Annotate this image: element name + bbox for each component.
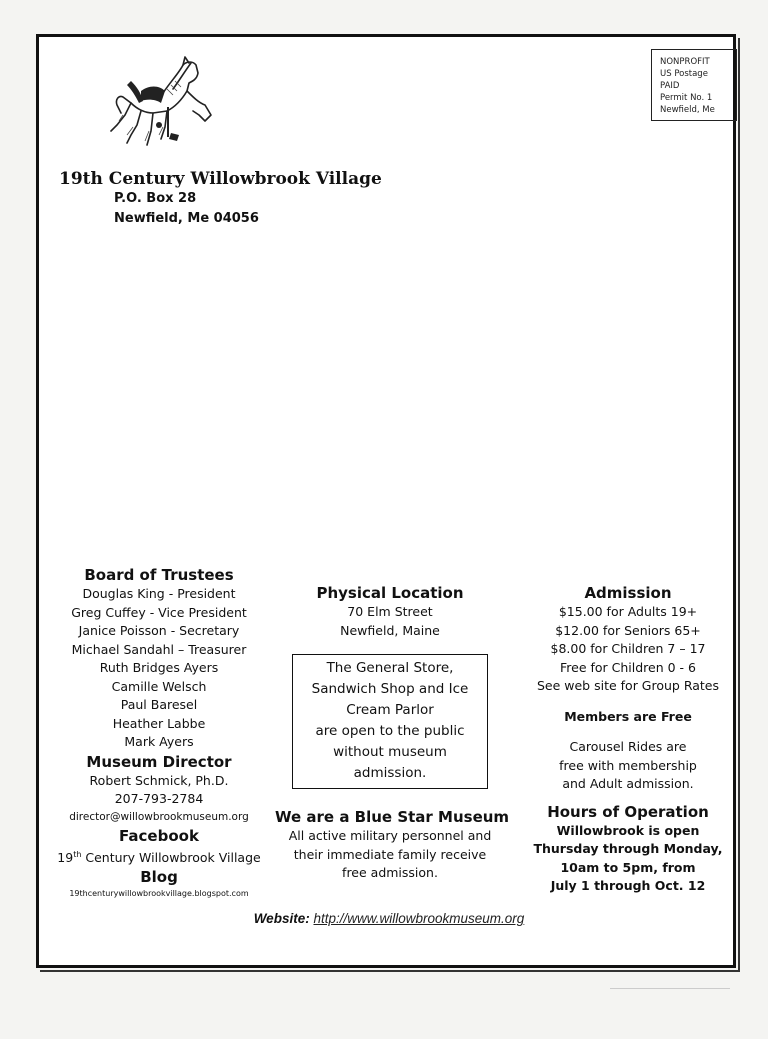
location-street: 70 Elm Street [347,604,433,619]
facebook-page-prefix: 19 [57,849,74,865]
indicia-line: NONPROFIT [660,57,710,67]
website-line [39,911,739,926]
notice-line: Cream Parlor [346,702,434,718]
hours-line: Thursday through Monday, [533,841,723,856]
carousel-line: and Adult admission. [562,776,694,791]
middle-column [275,583,510,883]
trustee-member: Ruth Bridges Ayers [99,660,219,675]
mailer-sheet [36,34,736,968]
location-heading: Physical Location [316,584,464,602]
blue-star-heading: We are a Blue Star Museum [275,808,510,826]
trustee-member: Douglas King - President [82,586,236,601]
hours-line: July 1 through Oct. 12 [550,878,706,893]
facebook-page-name [39,846,279,868]
return-address [59,169,382,229]
director-phone: 207-793-2784 [114,791,204,806]
facebook-page-sup: th [73,849,82,859]
po-box: P.O. Box 28 [114,191,197,206]
hours-line: 10am to 5pm, from [560,859,696,875]
admission-price: $15.00 for Adults 19+ [558,604,698,619]
trustee-member: Greg Cuffey - Vice President [71,604,247,620]
facebook-page-rest: Century Willowbrook Village [81,849,261,865]
blog-heading: Blog [140,868,178,887]
admission-price: $8.00 for Children 7 – 17 [550,641,706,656]
location-city: Newfield, Maine [340,622,440,638]
trustees-heading: Board of Trustees [84,566,234,584]
carousel-line: free with membership [559,757,697,773]
indicia-line: Permit No. 1 [660,93,713,103]
trustee-member: Michael Sandahl – Treasurer [71,641,247,657]
director-email-link[interactable]: director@willowbrookmuseum.org [69,810,249,823]
indicia-line: Newfield, Me [660,105,715,115]
left-column [39,565,279,901]
director-heading: Museum Director [86,752,232,771]
director-name: Robert Schmick, Ph.D. [89,772,229,788]
notice-line: are open to the public [315,723,465,739]
carousel-line: Carousel Rides are [569,739,687,754]
postage-indicia [651,49,737,121]
blog-url-link[interactable]: 19thcenturywillowbrookvillage.blogspot.com [69,889,249,899]
notice-line: The General Store, [326,660,454,676]
notice-line: without museum [333,744,447,760]
admission-price: See web site for Group Rates [536,678,720,693]
notice-line: admission. [353,765,427,781]
trustee-member: Mark Ayers [124,734,194,749]
notice-line: Sandwich Shop and Ice [311,681,469,697]
hours-line: Willowbrook is open [556,822,700,838]
right-column [513,583,743,896]
trustee-member: Paul Baresel [120,697,198,712]
hours-heading: Hours of Operation [547,802,709,821]
indicia-line: US Postage [660,69,708,79]
blue-star-line: All active military personnel and [288,828,492,843]
facebook-heading: Facebook [119,826,199,845]
trustee-member: Camille Welsch [111,678,207,694]
admission-price: Free for Children 0 - 6 [559,659,696,675]
scan-artifact [610,988,730,989]
organization-name: 19th Century Willowbrook Village [59,169,382,189]
general-store-notice [292,654,488,789]
carousel-horse-logo [101,51,221,161]
trustee-member: Heather Labbe [112,715,206,731]
blue-star-line: free admission. [342,865,438,880]
indicia-line: PAID [660,81,680,91]
trustee-member: Janice Poisson - Secretary [78,623,240,638]
admission-price: $12.00 for Seniors 65+ [555,622,701,638]
blue-star-line: their immediate family receive [293,846,487,862]
website-url-link[interactable]: http://www.willowbrookmuseum.org [313,911,525,926]
members-free-note: Members are Free [564,708,692,724]
city-state-zip: Newfield, Me 04056 [114,211,259,226]
admission-heading: Admission [584,584,672,602]
website-label: Website: [253,911,310,926]
